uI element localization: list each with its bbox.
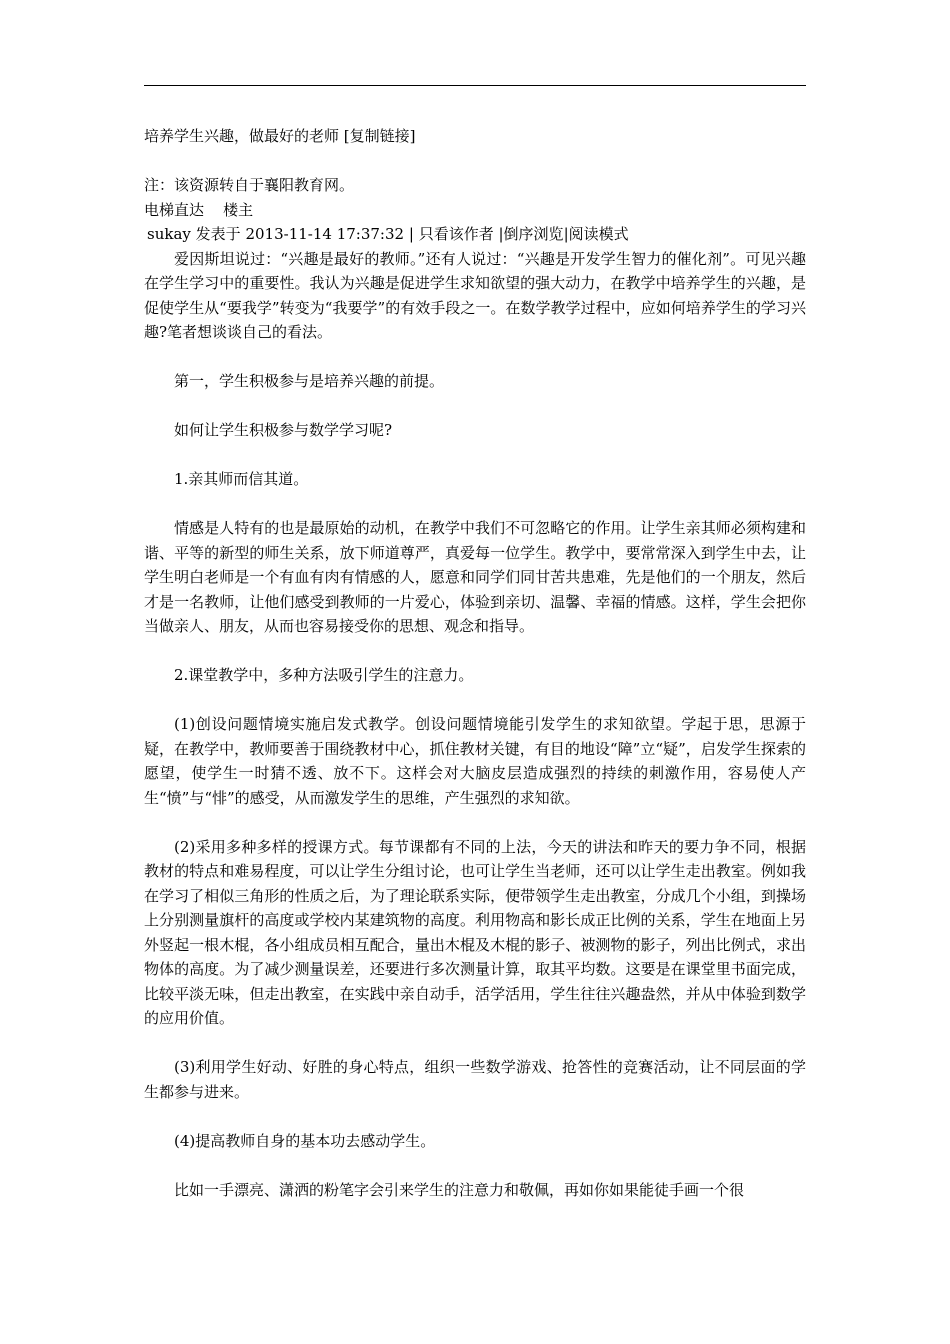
- spacer: [144, 394, 806, 419]
- only-author-link[interactable]: 只看该作者: [418, 225, 494, 243]
- spacer: [144, 149, 806, 174]
- copy-link-button[interactable]: [复制链接]: [343, 127, 416, 145]
- spacer: [144, 492, 806, 517]
- reverse-order-link[interactable]: |倒序浏览: [498, 225, 564, 243]
- paragraph: (3)利用学生好动、好胜的身心特点，组织一些数学游戏、抢答性的竞赛活动，让不同层面的学生都参与进来。: [144, 1058, 806, 1101]
- paragraph: 情感是人特有的也是最原始的动机，在教学中我们不可忽略它的作用。让学生亲其师必须构建和谐、平等的新型的师生关系，放下师道尊严，真爱每一位学生。教学中，要常常深入到学生中去，让学生明白老师是一个有血有肉有情感的人，愿意和同学们同甘苦共患难，先是他们的一个朋友，然后才是一名教师，让他们感受到教师的一片爱心，体验到亲切、温馨、幸福的情感。这样，学生会把你当做亲人、朋友，从而也容易接受你的思想、观念和指导。: [144, 519, 806, 635]
- subheading: 2.课堂教学中，多种方法吸引学生的注意力。: [174, 666, 474, 684]
- top-divider: [144, 85, 806, 86]
- post-content: [144, 124, 806, 1202]
- spacer: [144, 1153, 806, 1178]
- paragraph: 爱因斯坦说过：“兴趣是最好的教师。”还有人说过：“兴趣是开发学生智力的催化剂”。可见兴趣在学生学习中的重要性。我认为兴趣是促进学生求知欲望的强大动力，在教学中培养学生的兴趣，是促使学生从“要我学”转变为“我要学”的有效手段之一。在数学教学过程中，应如何培养学生的学习兴趣?笔者想谈谈自己的看法。: [144, 249, 806, 341]
- subheading: 1.亲其师而信其道。: [174, 470, 309, 488]
- paragraph: 比如一手漂亮、潇洒的粉笔字会引来学生的注意力和敬佩，再如你如果能徒手画一个很: [174, 1180, 745, 1199]
- spacer: [144, 1031, 806, 1056]
- post-datetime: 2013-11-14 17:37:32: [245, 225, 405, 243]
- paragraph: (4)提高教师自身的基本功去感动学生。: [174, 1131, 436, 1150]
- meta-separator: |: [408, 225, 414, 243]
- spacer: [144, 1104, 806, 1129]
- paragraph: (1)创设问题情境实施启发式教学。创设问题情境能引发学生的求知欲望。学起于思，思源于疑，在教学中，教师要善于围绕教材中心，抓住教材关键，有目的地设“障”立“疑”，启发学生探索的愿望，使学生一时猜不透、放不下。这样会对大脑皮层造成强烈的持续的刺激作用，容易使人产生“愤”与“悱”的感受，从而激发学生的思维，产生强烈的求知欲。: [144, 715, 806, 807]
- read-mode-link[interactable]: |阅读模式: [563, 225, 629, 243]
- section-heading: 第一，学生积极参与是培养兴趣的前提。: [174, 372, 445, 390]
- spacer: [144, 688, 806, 713]
- post-title: 培养学生兴趣，做最好的老师: [144, 127, 340, 145]
- posted-prefix: 发表于: [195, 225, 241, 243]
- spacer: [144, 810, 806, 835]
- spacer: [144, 345, 806, 370]
- paragraph: (2)采用多种多样的授课方式。每节课都有不同的上法，今天的讲法和昨天的要力争不同，根据教材的特点和难易程度，可以让学生分组讨论，也可让学生当老师，还可以让学生走出教室。例如我在学习了相似三角形的性质之后，为了理论联系实际，便带领学生走出教室，分成几个小组，到操场上分别测量旗杆的高度或学校内某建筑物的高度。利用物高和影长成正比例的关系，学生在地面上另外竖起一根木棍，各小组成员相互配合，量出木棍及木棍的影子、被测物的影子，列出比例式，求出物体的高度。为了减少测量误差，还要进行多次测量计算，取其平均数。这要是在课堂里书面完成，比较平淡无味，但走出教室，在实践中亲自动手，活学活用，学生往往兴趣盎然，并从中体验到数学的应用价值。: [144, 837, 806, 1027]
- spacer: [144, 639, 806, 664]
- floor-label: 楼主: [223, 200, 254, 219]
- author-name[interactable]: sukay: [147, 225, 191, 243]
- post-meta: [144, 222, 806, 247]
- elevator-link[interactable]: 电梯直达: [144, 200, 205, 219]
- source-note: 注：该资源转自于襄阳教育网。: [144, 176, 355, 194]
- floor-nav: [144, 198, 806, 223]
- post-title-row: [144, 124, 806, 149]
- paragraph: 如何让学生积极参与数学学习呢?: [174, 421, 393, 439]
- spacer: [144, 443, 806, 468]
